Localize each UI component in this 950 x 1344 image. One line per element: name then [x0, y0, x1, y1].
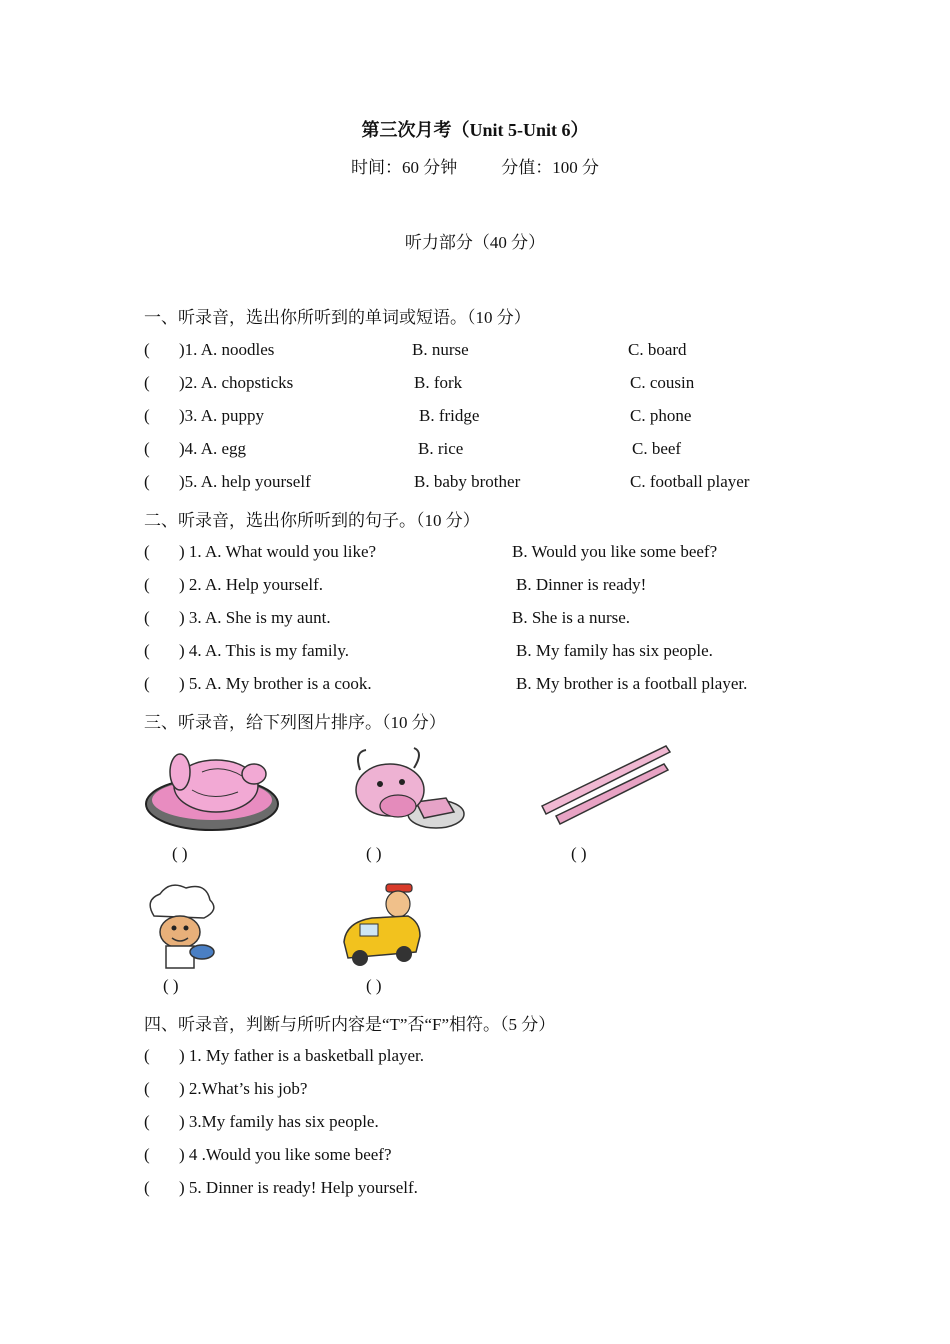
option-b: B. rice	[418, 439, 464, 458]
answer-bracket: (	[144, 641, 150, 660]
order-blank-1: ( )	[172, 844, 188, 863]
option-a: ) 3. A. She is my aunt.	[179, 608, 331, 627]
s4-question-2	[144, 1079, 864, 1103]
answer-bracket: (	[144, 674, 150, 693]
option-a: )3. A. puppy	[179, 406, 264, 425]
s1-question-3	[144, 406, 864, 430]
answer-bracket: (	[144, 542, 150, 561]
option-b: B. Dinner is ready!	[516, 575, 647, 594]
statement: ) 3.My family has six people.	[179, 1112, 379, 1131]
section-4-heading: 四、听录音，判断与所听内容是“T”否“F”相符。（5 分）	[144, 1015, 556, 1034]
option-b: B. nurse	[412, 340, 469, 359]
statement: ) 5. Dinner is ready! Help yourself.	[179, 1178, 418, 1197]
answer-bracket: (	[144, 406, 150, 425]
answer-bracket: (	[144, 1145, 150, 1164]
answer-bracket: (	[144, 575, 150, 594]
option-b: B. Would you like some beef?	[512, 542, 718, 561]
answer-bracket: (	[144, 472, 150, 491]
option-a: )2. A. chopsticks	[179, 373, 294, 392]
option-b: B. My family has six people.	[516, 641, 713, 660]
s2-question-2	[144, 575, 864, 599]
exam-info	[0, 153, 950, 178]
order-blank-4: ( )	[163, 976, 179, 995]
option-b: B. fridge	[419, 406, 480, 425]
option-b: B. My brother is a football player.	[516, 674, 748, 693]
option-c: C. football player	[630, 472, 750, 491]
s2-question-4	[144, 641, 864, 665]
answer-bracket: (	[144, 340, 150, 359]
answer-bracket: (	[144, 373, 150, 392]
answer-bracket: (	[144, 1079, 150, 1098]
option-b: B. fork	[414, 373, 463, 392]
option-a: ) 4. A. This is my family.	[179, 641, 349, 660]
answer-bracket: (	[144, 1112, 150, 1131]
section-1-heading: 一、听录音，选出你所听到的单词或短语。（10 分）	[144, 308, 531, 327]
statement: ) 1. My father is a basketball player.	[179, 1046, 425, 1065]
order-blank-2: ( )	[366, 844, 382, 863]
s1-question-5	[144, 472, 864, 496]
option-b: B. baby brother	[414, 472, 521, 491]
option-a: )4. A. egg	[179, 439, 247, 458]
option-a: ) 5. A. My brother is a cook.	[179, 674, 372, 693]
cow-beef-icon	[350, 746, 468, 838]
s4-question-1	[144, 1046, 864, 1070]
exam-title: 第三次月考（Unit 5-Unit 6）	[361, 120, 589, 140]
option-c: C. beef	[632, 439, 682, 458]
answer-bracket: (	[144, 439, 150, 458]
exam-score: 分值：100 分	[501, 158, 599, 177]
s4-question-3	[144, 1112, 864, 1136]
s2-question-1	[144, 542, 864, 566]
exam-time: 时间：60 分钟	[351, 158, 458, 177]
section-2-heading: 二、听录音，选出你所听到的句子。（10 分）	[144, 511, 480, 530]
option-b: B. She is a nurse.	[512, 608, 631, 627]
s2-question-5	[144, 674, 864, 698]
option-a: ) 1. A. What would you like?	[179, 542, 377, 561]
option-c: C. cousin	[630, 373, 695, 392]
s1-question-1	[144, 340, 864, 364]
answer-bracket: (	[144, 1178, 150, 1197]
roast-chicken-icon	[142, 742, 282, 834]
option-c: C. phone	[630, 406, 692, 425]
cook-icon	[140, 880, 220, 974]
order-blank-5: ( )	[366, 976, 382, 995]
option-c: C. board	[628, 340, 687, 359]
s1-question-4	[144, 439, 864, 463]
listening-part-heading: 听力部分（40 分）	[404, 233, 546, 252]
order-blank-3: ( )	[571, 844, 587, 863]
s1-question-2	[144, 373, 864, 397]
statement: ) 4 .Would you like some beef?	[179, 1145, 392, 1164]
section-3-heading: 三、听录音，给下列图片排序。（10 分）	[144, 713, 446, 732]
statement: ) 2.What’s his job?	[179, 1079, 308, 1098]
chopsticks-icon	[538, 744, 672, 826]
s4-question-5	[144, 1178, 864, 1202]
s4-question-4	[144, 1145, 864, 1169]
s2-question-3	[144, 608, 864, 632]
answer-bracket: (	[144, 608, 150, 627]
taxi-driver-icon	[338, 882, 424, 972]
option-a: ) 2. A. Help yourself.	[179, 575, 324, 594]
option-a: )5. A. help yourself	[179, 472, 311, 491]
answer-bracket: (	[144, 1046, 150, 1065]
option-a: )1. A. noodles	[179, 340, 275, 359]
